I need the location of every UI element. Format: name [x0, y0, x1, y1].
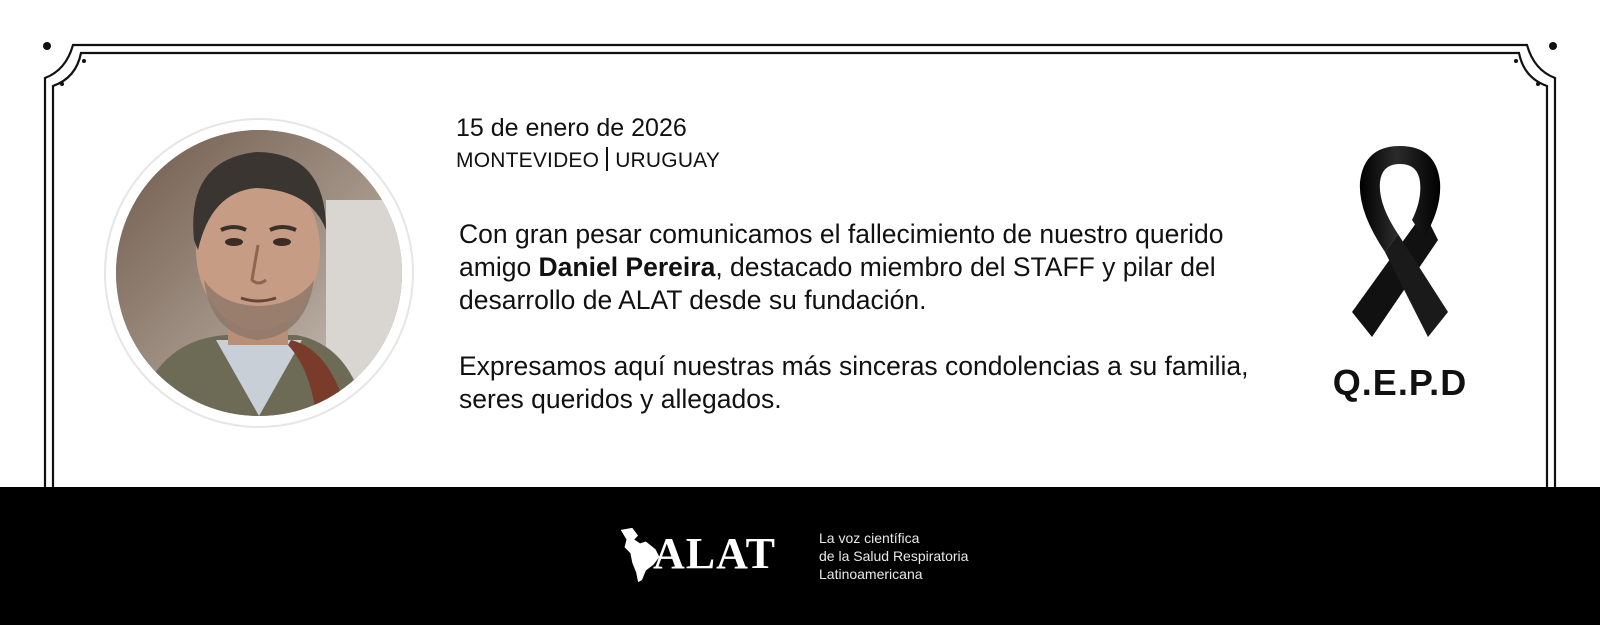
date-text: 15 de enero de 2026: [456, 114, 687, 142]
tagline-line-3: Latinoamericana: [819, 566, 923, 582]
portrait-frame: [106, 120, 412, 426]
condolences-paragraph: Expresamos aquí nuestras más sinceras condolencias a su familia, seres queridos y allegados.: [459, 351, 1249, 414]
qepd-label: Q.E.P.D: [1332, 362, 1468, 403]
announcement-text-start: Con gran pesar comunicamos el fallecimiento de nuestro querido amigo: [459, 219, 1224, 282]
brand-tagline: [819, 529, 968, 583]
tagline-line-2: de la Salud Respiratoria: [819, 548, 969, 564]
country-text: URUGUAY: [615, 149, 721, 172]
separator-bar: [606, 147, 608, 171]
deceased-name: Daniel Pereira: [538, 252, 716, 282]
location-text: [456, 147, 720, 173]
tagline-line-1: La voz científica: [819, 530, 920, 546]
brand-logo-text: ALAT: [653, 529, 776, 578]
announcement-paragraph: [459, 218, 1279, 317]
mourning-ribbon-icon: [1340, 142, 1460, 342]
city-text: MONTEVIDEO: [456, 149, 600, 172]
announcement-text-end: , destacado miembro del STAFF y pilar del desarrollo de ALAT desde su fundación.: [459, 252, 1216, 315]
footer-bar: [0, 487, 1600, 625]
portrait-photo: [116, 130, 402, 416]
